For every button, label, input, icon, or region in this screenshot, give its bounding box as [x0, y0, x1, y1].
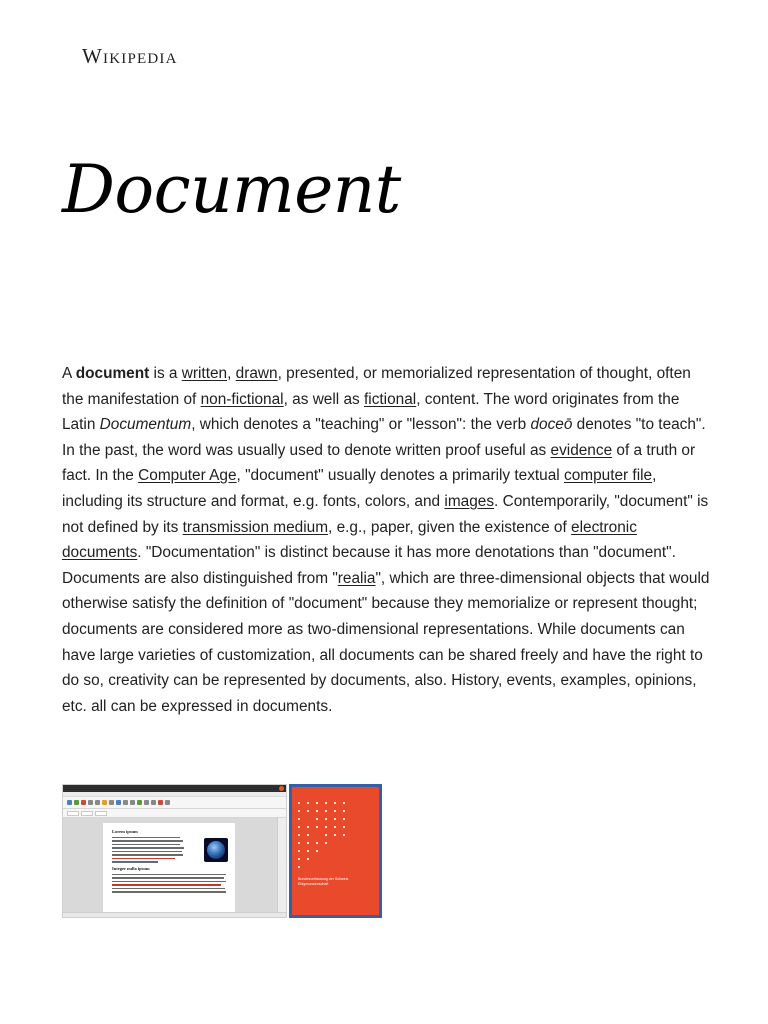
formatting-toolbar [63, 809, 286, 818]
article-link[interactable]: evidence [550, 441, 613, 459]
dot [316, 802, 318, 804]
figure-word-processor-screenshot[interactable] [62, 784, 287, 918]
paragraph-text: , content. The word originates from the Latin [62, 390, 680, 434]
dot [298, 810, 300, 812]
dot [298, 866, 300, 868]
dot [298, 858, 300, 860]
document-heading: Lorem ipsum [112, 829, 138, 834]
dot [325, 842, 327, 844]
wikipedia-logo[interactable]: Wikipedia [82, 44, 178, 68]
article-link[interactable]: electronic documents [62, 518, 637, 562]
article-link[interactable]: computer file [564, 467, 653, 485]
paragraph-text: , which denotes a "teaching" or "lesson": the verb [191, 416, 531, 434]
paragraph-text: , e.g., paper, given the existence of [328, 518, 572, 536]
dot [298, 834, 300, 836]
dot [307, 802, 309, 804]
dot [316, 826, 318, 828]
paragraph-text: , as well as [283, 390, 365, 408]
dot [334, 810, 336, 812]
close-icon [279, 786, 284, 791]
side-panel [277, 818, 286, 912]
dot-pattern [298, 799, 349, 871]
article-link[interactable]: images [444, 492, 495, 510]
article-link[interactable]: non-fictional [200, 390, 284, 408]
dot [316, 818, 318, 820]
paragraph-text: is a [149, 365, 182, 382]
dot [307, 826, 309, 828]
dot [325, 802, 327, 804]
paragraph-text: of a truth or fact. In the [62, 441, 696, 485]
dot [298, 842, 300, 844]
earth-image [204, 838, 228, 862]
booklet-title: Bundesverfassung der Schweiz. Eidgenossenschaft [298, 877, 350, 886]
dot [307, 810, 309, 812]
dot [325, 834, 327, 836]
document-subheading: Integer nulla ipsum [112, 865, 150, 871]
dot [325, 810, 327, 812]
italic-term: doceō [530, 416, 573, 434]
article-lead-paragraph [62, 361, 710, 719]
italic-term: Documentum [99, 416, 192, 434]
dot [343, 826, 345, 828]
paragraph-text: , presented, or memorialized representation of thought, often the manifestation of [62, 365, 691, 408]
toolbar [63, 797, 286, 809]
article-link[interactable]: written [181, 365, 228, 382]
dot [298, 818, 300, 820]
dot [307, 858, 309, 860]
dot [316, 842, 318, 844]
dot [325, 826, 327, 828]
dot [343, 810, 345, 812]
paragraph-text: , including its structure and format, e.g. fonts, colors, and [62, 467, 657, 510]
bold-term: document [75, 365, 150, 382]
dot [307, 834, 309, 836]
paragraph-text: , [227, 365, 236, 382]
paragraph-text: A [62, 365, 76, 382]
dot [334, 826, 336, 828]
article-link[interactable]: realia [337, 569, 376, 587]
dot [334, 802, 336, 804]
page-title: Document [62, 151, 401, 228]
dot [343, 834, 345, 836]
dot [298, 826, 300, 828]
paragraph-text: . Contemporarily, "document" is not defined by its [62, 492, 709, 536]
dot [334, 834, 336, 836]
article-link[interactable]: fictional [364, 390, 417, 408]
figure-booklet-cover[interactable] [289, 784, 382, 918]
paragraph-text: . "Documentation" is distinct because it has more denotations than "document". Documents are also distinguished from " [62, 544, 676, 587]
article-link[interactable]: Computer Age [138, 467, 237, 485]
article-link[interactable]: drawn [235, 365, 278, 382]
dot [316, 810, 318, 812]
article-link[interactable]: transmission medium [182, 518, 329, 536]
dot [307, 850, 309, 852]
dot [316, 850, 318, 852]
paragraph-text: ", which are three-dimensional objects that would otherwise satisfy the definition of "document" because they memorialize or represent thought; documents are considered more as two-dimensional representations. While documents can have large varieties of customization, all documents can be shared freely and have the right to do so, creativity can be represented by documents, also. History, events, examples, opinions, etc. all can be expressed in documents. [62, 569, 710, 715]
window-titlebar [63, 785, 286, 792]
status-bar [63, 912, 286, 917]
paragraph-text: , "document" usually denotes a primarily textual [236, 467, 564, 485]
dot [307, 842, 309, 844]
dot [298, 802, 300, 804]
paragraph-text: denotes "to teach". In the past, the word was usually used to denote written proof useful as [62, 416, 706, 459]
dot [298, 850, 300, 852]
dot [325, 818, 327, 820]
dot [343, 802, 345, 804]
document-page [103, 823, 235, 915]
dot [343, 818, 345, 820]
dot [334, 818, 336, 820]
